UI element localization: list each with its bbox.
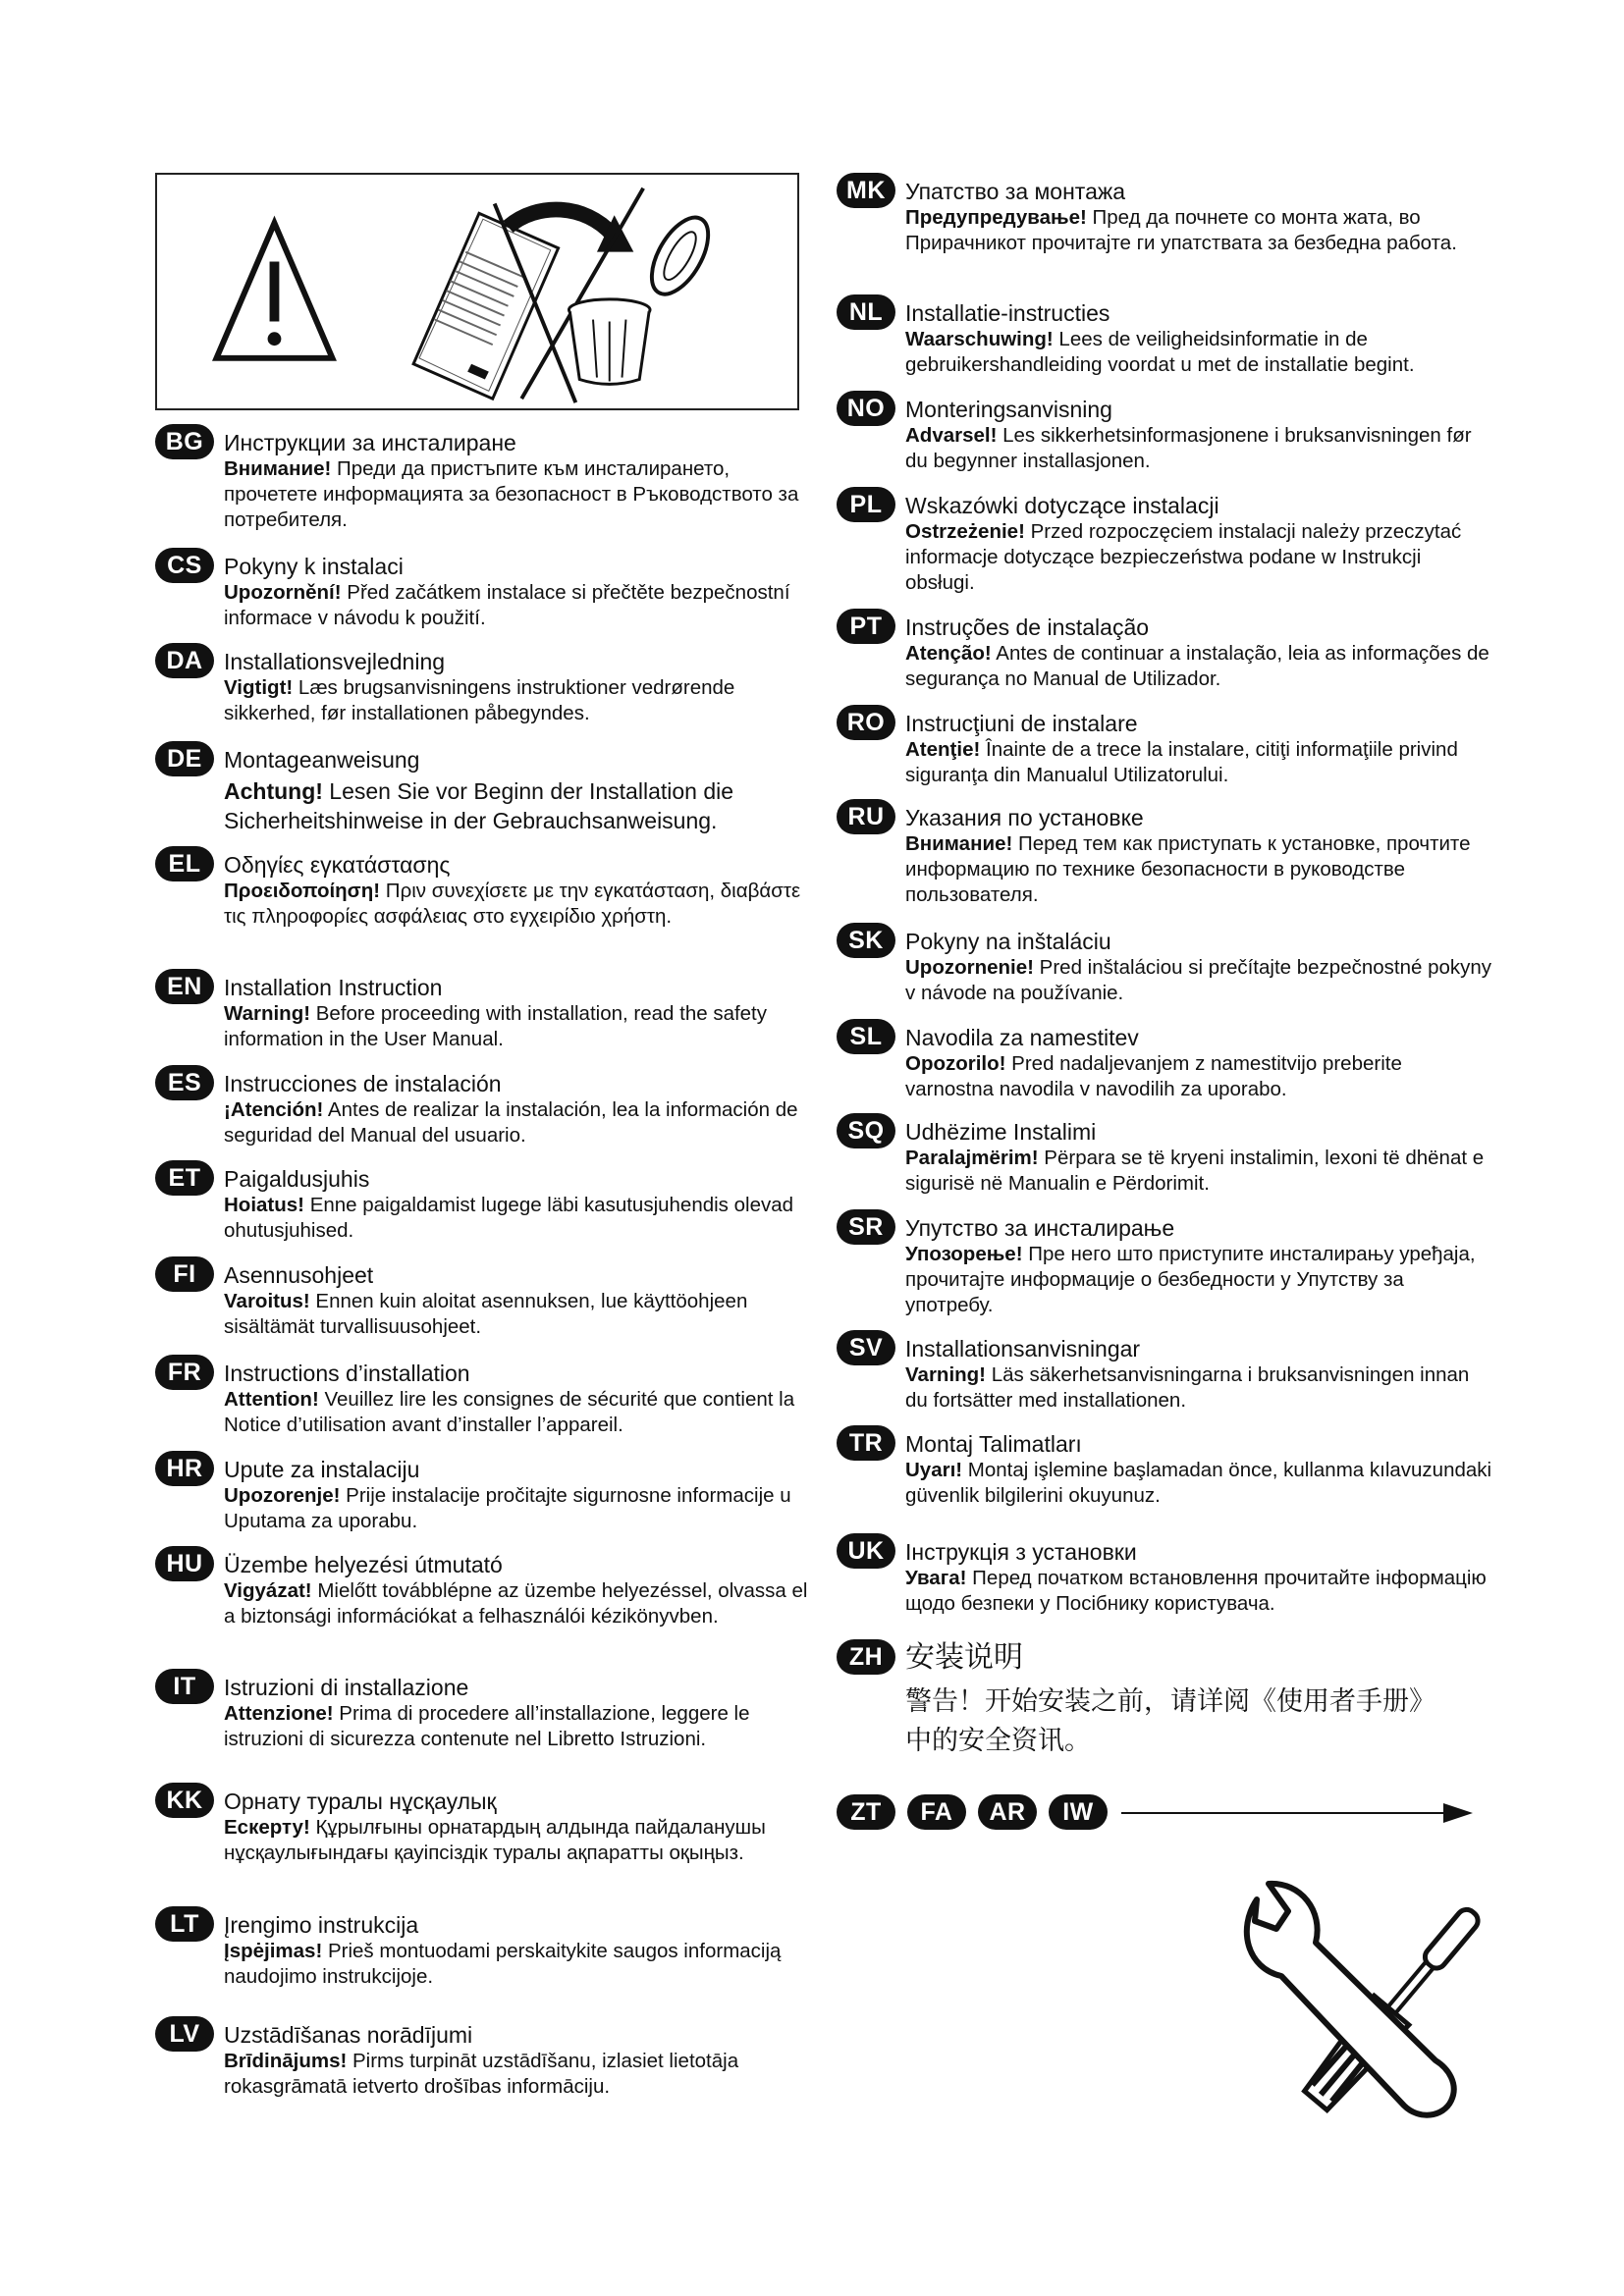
warning-label: Įspėjimas!	[224, 1940, 323, 1962]
warning-text: Înainte de a trece la instalare, citiţi informaţiile privind siguranţa din Manualul Utilizatorului.	[905, 738, 1458, 786]
language-badge: RO	[837, 705, 895, 740]
warning-text: Les sikkerhetsinformasjonene i bruksanvisningen før du begynner installasjonen.	[905, 424, 1472, 472]
language-badge: MK	[837, 173, 895, 208]
language-badge: EL	[155, 846, 214, 881]
warning-label: Waarschuwing!	[905, 328, 1054, 350]
entry-body	[224, 1578, 813, 1629]
warning-text: Antes de continuar a instalação, leia as informações de segurança no Manual de Utilizador.	[905, 642, 1489, 690]
language-badge: ES	[155, 1065, 214, 1100]
wrench-screwdriver-icon	[1227, 1860, 1492, 2155]
warning-text: Құрылғыны орнатардың алдында пайдаланушы нұсқаулығындағы қауіпсіздік туралы ақпаратты оқыңыз.	[224, 1816, 766, 1864]
entry-title: Įrengimo instrukcija	[224, 1912, 419, 1938]
language-badge: FR	[155, 1355, 214, 1390]
entry-body	[905, 831, 1494, 908]
language-badge: DE	[155, 741, 214, 776]
entry-title: Montaj Talimatları	[905, 1431, 1082, 1457]
warning-label: Предупредување!	[905, 206, 1087, 229]
language-badge: ET	[155, 1160, 214, 1196]
language-badge: PL	[837, 487, 895, 522]
entry-body	[905, 1362, 1494, 1414]
warning-label: Увага!	[905, 1567, 967, 1589]
entry-title: Monteringsanvisning	[905, 397, 1112, 422]
warning-label: Varning!	[905, 1363, 987, 1386]
warning-label: Uyarı!	[905, 1459, 963, 1481]
language-badge: SL	[837, 1019, 895, 1054]
entry-body	[905, 519, 1494, 596]
warning-text: Pred nadaljevanjem z namestitvijo preberite varnostna navodila v navodilih za uporabo.	[905, 1052, 1402, 1100]
entry-title: Instructions d’installation	[224, 1361, 470, 1386]
warning-illustration	[155, 173, 799, 410]
language-badge: FI	[155, 1256, 214, 1292]
warning-triangle-icon	[157, 175, 797, 408]
entry-body	[224, 1939, 813, 1990]
entry-body	[905, 1051, 1494, 1102]
entry-body	[224, 1387, 813, 1438]
entry-body	[224, 1701, 813, 1752]
warning-label: Внимание!	[905, 832, 1013, 855]
warning-text: Läs säkerhetsanvisningarna i bruksanvisningen innan du fortsätter med installationen.	[905, 1363, 1470, 1412]
entry-body	[224, 456, 813, 533]
entry-body	[905, 1242, 1494, 1318]
language-badge: NO	[837, 391, 895, 426]
warning-text: Lesen Sie vor Beginn der Installation die Sicherheitshinweise in der Gebrauchsanweisung.	[224, 778, 734, 833]
manual-discard-icon	[413, 188, 720, 402]
warning-label: Achtung!	[224, 778, 323, 804]
entry-title: Montageanweisung	[224, 747, 420, 773]
entry-title: Wskazówki dotyczące instalacji	[905, 493, 1219, 518]
warning-text: Przed rozpoczęciem instalacji należy przeczytać informacje dotyczące bezpieczeństwa podane w Instrukcji obsługi.	[905, 520, 1462, 594]
entry-body	[224, 675, 813, 726]
entry-title: Οδηγίες εγκατάστασης	[224, 852, 451, 878]
language-badge: AR	[978, 1794, 1037, 1830]
language-badge: ZT	[837, 1794, 895, 1830]
language-badge: HU	[155, 1546, 214, 1581]
warning-text: Před začátkem instalace si přečtěte bezpečnostní informace v návodu k použití.	[224, 581, 790, 629]
entry-body	[224, 1815, 813, 1866]
language-badge: SV	[837, 1330, 895, 1365]
language-badge: HR	[155, 1451, 214, 1486]
entry-title: Указания по установке	[905, 805, 1144, 830]
language-badge: BG	[155, 424, 214, 459]
warning-label: Varoitus!	[224, 1290, 310, 1312]
warning-label: ¡Atención!	[224, 1098, 324, 1121]
entry-body	[224, 1001, 813, 1052]
entry-title: Упатство за монтажа	[905, 179, 1126, 204]
entry-title: Instrucţiuni de instalare	[905, 711, 1138, 736]
warning-label: Advarsel!	[905, 424, 998, 447]
warning-label: Upozornenie!	[905, 956, 1034, 979]
entry-title: Upute za instalaciju	[224, 1457, 420, 1482]
warning-text: Πριν συνεχίσετε με την εγκατάσταση, διαβάστε τις πληροφορίες ασφάλειας στο εγχειρίδιο χρήστη.	[224, 880, 801, 928]
language-badge: UK	[837, 1533, 895, 1569]
language-badge: PT	[837, 609, 895, 644]
warning-text: Пре него што приступите инсталирању уређаја, прочитајте информације о безбедности у Упутству за употребу.	[905, 1243, 1476, 1316]
warning-label: Προειδοποίηση!	[224, 880, 381, 902]
entry-title: Udhëzime Instalimi	[905, 1119, 1097, 1145]
warning-text: Veuillez lire les consignes de sécurité que contient la Notice d’utilisation avant d’installer l’appareil.	[224, 1388, 795, 1436]
entry-title: Asennusohjeet	[224, 1262, 374, 1288]
warning-label: Warning!	[224, 1002, 311, 1025]
language-badge: IW	[1049, 1794, 1108, 1830]
entry-title: Istruzioni di installazione	[224, 1675, 469, 1700]
entry-title: Installatie-instructies	[905, 300, 1110, 326]
entry-title: Paigaldusjuhis	[224, 1166, 370, 1192]
entry-body	[224, 1097, 813, 1148]
warning-text: Montaj işlemine başlamadan önce, kullanma kılavuzundaki güvenlik bilgilerini okuyunuz.	[905, 1459, 1492, 1507]
language-badge: RU	[837, 799, 895, 834]
warning-text: Pirms turpināt uzstādīšanu, izlasiet lietotāja rokasgrāmatā ietverto drošības informāciju.	[224, 2050, 739, 2098]
warning-text: Before proceeding with installation, read the safety information in the User Manual.	[224, 1002, 768, 1050]
warning-text: Ennen kuin aloitat asennuksen, lue käyttöohjeen sisältämät turvallisuusohjeet.	[224, 1290, 748, 1338]
warning-label: Ескерту!	[224, 1816, 310, 1839]
warning-label: Attenzione!	[224, 1702, 334, 1725]
entry-title: Орнату туралы нұсқаулық	[224, 1789, 497, 1814]
entry-body	[224, 2049, 813, 2100]
warning-text: Læs brugsanvisningens instruktioner vedrørende sikkerhed, før installationen påbegyndes.	[224, 676, 735, 724]
entry-title: Інструкція з установки	[905, 1539, 1137, 1565]
language-badge: FA	[907, 1794, 966, 1830]
entry-body	[224, 580, 813, 631]
language-badge: ZH	[837, 1639, 895, 1675]
warning-label: Paralajmërim!	[905, 1147, 1039, 1169]
entry-body	[224, 1193, 813, 1244]
language-badge: SQ	[837, 1113, 895, 1148]
language-badge: CS	[155, 548, 214, 583]
entry-body	[905, 205, 1494, 256]
warning-label: Упозорење!	[905, 1243, 1023, 1265]
warning-label: Atenção!	[905, 642, 992, 665]
warning-label: Brīdinājums!	[224, 2050, 348, 2072]
language-badge: NL	[837, 294, 895, 330]
language-badge: IT	[155, 1669, 214, 1704]
entry-title: 安装说明	[905, 1640, 1023, 1675]
entry-title: Üzembe helyezési útmutató	[224, 1552, 503, 1577]
warning-label: Внимание!	[224, 457, 332, 480]
entry-body	[905, 423, 1494, 474]
entry-title: Installationsvejledning	[224, 649, 446, 674]
language-badge: SR	[837, 1209, 895, 1245]
entry-body	[905, 1146, 1494, 1197]
arrow-line	[1121, 1812, 1445, 1814]
entry-body	[905, 1566, 1494, 1617]
warning-label: Upozorenje!	[224, 1484, 341, 1507]
entry-body	[224, 879, 813, 930]
entry-body	[905, 641, 1494, 692]
warning-label: Hoiatus!	[224, 1194, 304, 1216]
warning-label: Upozornění!	[224, 581, 342, 604]
warning-text: Пред да почнете со монта жата, во Прирачникот прочитајте ги упатствата за безбедна работа.	[905, 206, 1457, 254]
warning-text: Перед початком встановлення прочитайте інформацію щодо безпеки у Посібнику користувача.	[905, 1567, 1487, 1615]
warning-label: Atenţie!	[905, 738, 981, 761]
entry-title: Instrucciones de instalación	[224, 1071, 502, 1096]
warning-label: Vigyázat!	[224, 1579, 312, 1602]
entry-title: Pokyny k instalaci	[224, 554, 404, 579]
entry-body	[905, 1458, 1494, 1509]
entry-title: Installation Instruction	[224, 975, 443, 1000]
entry-body	[224, 1483, 813, 1534]
warning-text: Përpara se të kryeni instalimin, lexoni të dhënat e sigurisë në Manualin e Përdorimit.	[905, 1147, 1485, 1195]
language-badge: SK	[837, 923, 895, 958]
warning-text: Prieš montuodami perskaitykite saugos informaciją naudojimo instrukcijoje.	[224, 1940, 782, 1988]
language-badge: EN	[155, 969, 214, 1004]
entry-title: Pokyny na inštaláciu	[905, 929, 1111, 954]
entry-title: Uzstādīšanas norādījumi	[224, 2022, 473, 2048]
warning-text: Преди да пристъпите към инсталирането, прочетете информацията за безопасност в Ръководството за потребителя.	[224, 457, 799, 531]
warning-text: Lees de veiligheidsinformatie in de gebruikershandleiding voordat u met de installatie begint.	[905, 328, 1415, 376]
entry-body	[905, 327, 1494, 378]
entry-title: Navodila za namestitev	[905, 1025, 1139, 1050]
warning-label: Ostrzeżenie!	[905, 520, 1025, 543]
entry-body: 警告！开始安装之前，请详阅《使用者手册》中的安全资讯。	[905, 1686, 1435, 1756]
warning-label: Vigtigt!	[224, 676, 294, 699]
warning-text: Mielőtt továbblépne az üzembe helyezéssel, olvassa el a biztonsági információkat a felhasználói kézikönyvben.	[224, 1579, 808, 1628]
entry-body	[224, 776, 813, 835]
entry-body	[905, 955, 1494, 1006]
language-badge: KK	[155, 1783, 214, 1818]
warning-label: Attention!	[224, 1388, 319, 1411]
warning-label: Opozorilo!	[905, 1052, 1006, 1075]
warning-text: Enne paigaldamist lugege läbi kasutusjuhendis olevad ohutusjuhised.	[224, 1194, 794, 1242]
arrow-right-icon	[1443, 1803, 1473, 1823]
entry-title: Instruções de instalação	[905, 614, 1150, 640]
more-languages-row	[837, 1794, 1485, 1834]
entry-body	[905, 737, 1494, 788]
warning-text: Antes de realizar la instalación, lea la información de seguridad del Manual del usuario.	[224, 1098, 798, 1147]
entry-title: Инструкции за инсталиране	[224, 430, 516, 455]
language-badge: TR	[837, 1425, 895, 1461]
language-badge: LV	[155, 2016, 214, 2052]
entry-body	[224, 1289, 813, 1340]
warning-text: Prima di procedere all’installazione, leggere le istruzioni di sicurezza contenute nel Libretto Istruzioni.	[224, 1702, 750, 1750]
warning-text: Pred inštaláciou si prečítajte bezpečnostné pokyny v návode na používanie.	[905, 956, 1492, 1004]
entry-title: Упутство за инсталирање	[905, 1215, 1175, 1241]
entry-title: Installationsanvisningar	[905, 1336, 1141, 1362]
warning-text: Перед тем как приступать к установке, прочтите информацию по технике безопасности в руководстве пользователя.	[905, 832, 1471, 906]
language-badge: LT	[155, 1906, 214, 1942]
warning-text: Prije instalacije pročitajte sigurnosne informacije u Uputama za uporabu.	[224, 1484, 791, 1532]
language-badge: DA	[155, 643, 214, 678]
